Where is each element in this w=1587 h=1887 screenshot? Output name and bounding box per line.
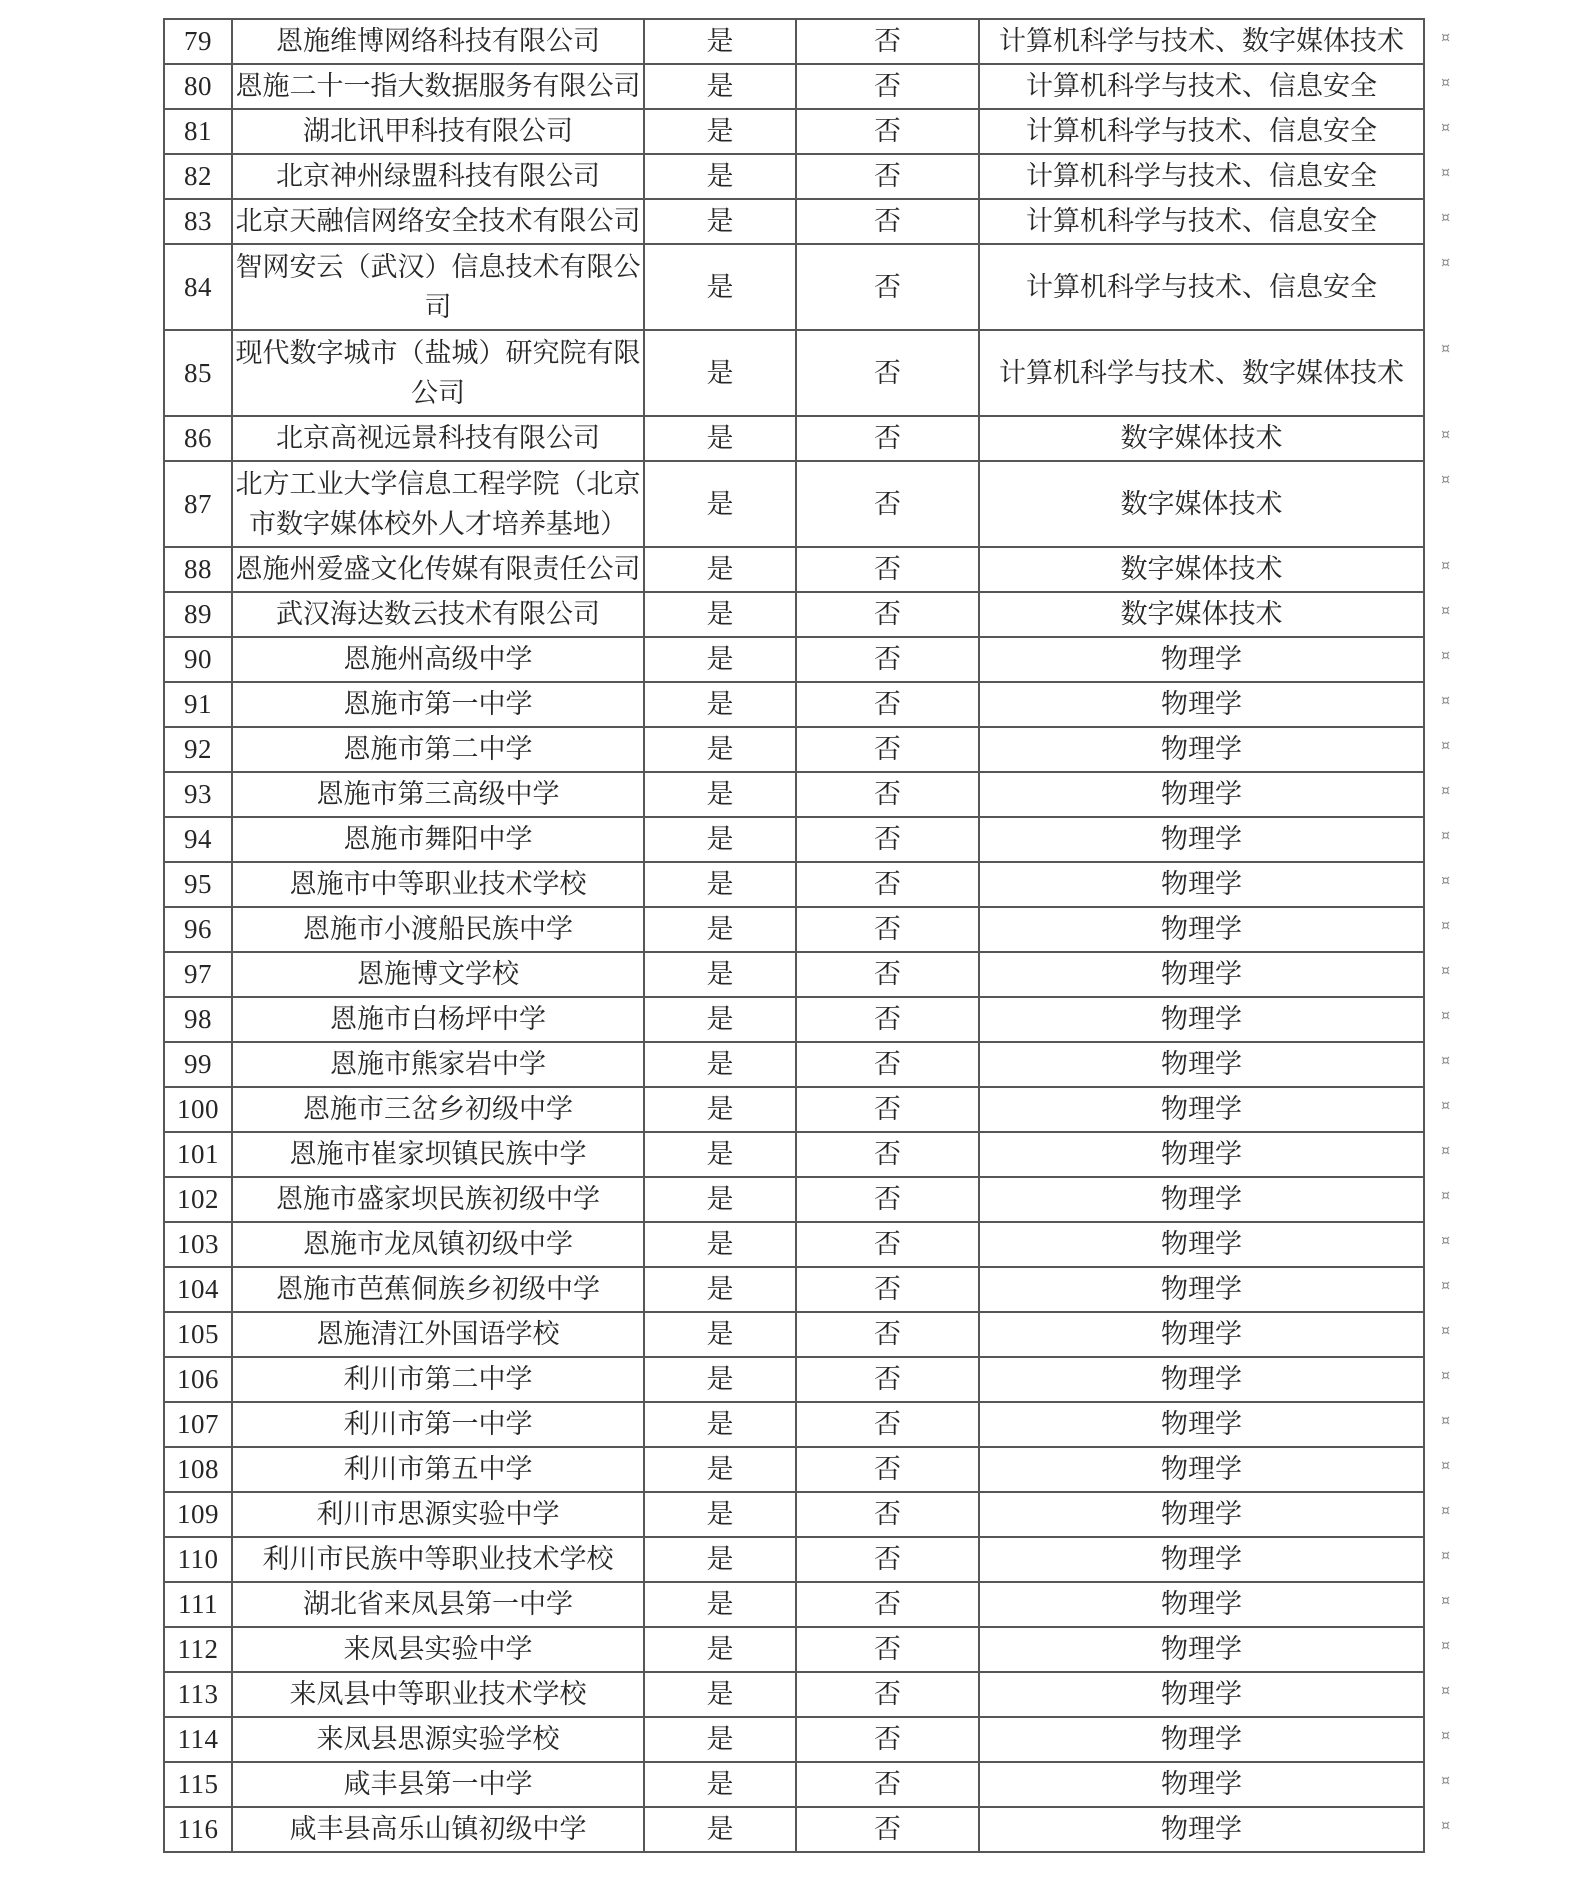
end-of-row-mark-icon: ¤ [1441, 1548, 1450, 1564]
majors-cell: 计算机科学与技术、数字媒体技术 ¤ [979, 19, 1424, 64]
row-number-cell: 85 [164, 330, 232, 416]
row-number-cell: 106 [164, 1357, 232, 1402]
no-cell: 否 [796, 1312, 979, 1357]
org-name-cell: 恩施二十一指大数据服务有限公司 [232, 64, 644, 109]
majors-cell: 物理学 ¤ [979, 682, 1424, 727]
org-name-cell: 咸丰县高乐山镇初级中学 [232, 1807, 644, 1852]
no-cell: 否 [796, 416, 979, 461]
end-of-row-mark-icon: ¤ [1441, 1773, 1450, 1789]
org-name-cell: 咸丰县第一中学 [232, 1762, 644, 1807]
end-of-row-mark-icon: ¤ [1441, 255, 1450, 271]
no-cell: 否 [796, 1042, 979, 1087]
end-of-row-mark-icon: ¤ [1441, 75, 1450, 91]
org-name-cell: 恩施州高级中学 [232, 637, 644, 682]
no-cell: 否 [796, 1177, 979, 1222]
end-of-row-mark-icon: ¤ [1441, 1233, 1450, 1249]
table-row [164, 952, 1424, 997]
no-cell: 否 [796, 199, 979, 244]
row-number-cell: 97 [164, 952, 232, 997]
yes-cell: 是 [644, 1537, 796, 1582]
yes-cell: 是 [644, 416, 796, 461]
table-row [164, 1222, 1424, 1267]
end-of-row-mark-icon: ¤ [1441, 873, 1450, 889]
yes-cell: 是 [644, 1312, 796, 1357]
majors-cell: 物理学 ¤ [979, 1672, 1424, 1717]
end-of-row-mark-icon: ¤ [1441, 210, 1450, 226]
yes-cell: 是 [644, 19, 796, 64]
org-name-cell: 来凤县中等职业技术学校 [232, 1672, 644, 1717]
end-of-row-mark-icon: ¤ [1441, 558, 1450, 574]
no-cell: 否 [796, 592, 979, 637]
yes-cell: 是 [644, 1087, 796, 1132]
org-name-cell: 武汉海达数云技术有限公司 [232, 592, 644, 637]
no-cell: 否 [796, 997, 979, 1042]
row-number-cell: 99 [164, 1042, 232, 1087]
no-cell: 否 [796, 1222, 979, 1267]
row-number-cell: 109 [164, 1492, 232, 1537]
row-number-cell: 102 [164, 1177, 232, 1222]
end-of-row-mark-icon: ¤ [1441, 1143, 1450, 1159]
majors-cell: 物理学 ¤ [979, 1762, 1424, 1807]
no-cell: 否 [796, 952, 979, 997]
table-row [164, 772, 1424, 817]
majors-cell: 物理学 ¤ [979, 862, 1424, 907]
yes-cell: 是 [644, 1672, 796, 1717]
majors-cell: 物理学 ¤ [979, 1717, 1424, 1762]
yes-cell: 是 [644, 682, 796, 727]
yes-cell: 是 [644, 1402, 796, 1447]
table-row [164, 592, 1424, 637]
row-number-cell: 114 [164, 1717, 232, 1762]
yes-cell: 是 [644, 1222, 796, 1267]
row-number-cell: 101 [164, 1132, 232, 1177]
no-cell: 否 [796, 682, 979, 727]
table-row [164, 1717, 1424, 1762]
yes-cell: 是 [644, 154, 796, 199]
org-name-cell: 来凤县思源实验学校 [232, 1717, 644, 1762]
table-row [164, 682, 1424, 727]
yes-cell: 是 [644, 1447, 796, 1492]
majors-cell: 计算机科学与技术、信息安全 ¤ [979, 244, 1424, 330]
org-name-cell: 北方工业大学信息工程学院（北京市数字媒体校外人才培养基地） [232, 461, 644, 547]
no-cell: 否 [796, 862, 979, 907]
no-cell: 否 [796, 1087, 979, 1132]
row-number-cell: 93 [164, 772, 232, 817]
majors-cell: 计算机科学与技术、信息安全 ¤ [979, 64, 1424, 109]
yes-cell: 是 [644, 1492, 796, 1537]
org-name-cell: 来凤县实验中学 [232, 1627, 644, 1672]
table-row [164, 907, 1424, 952]
no-cell: 否 [796, 1402, 979, 1447]
end-of-row-mark-icon: ¤ [1441, 1683, 1450, 1699]
yes-cell: 是 [644, 1267, 796, 1312]
yes-cell: 是 [644, 1042, 796, 1087]
no-cell: 否 [796, 1717, 979, 1762]
org-name-cell: 恩施市第三高级中学 [232, 772, 644, 817]
no-cell: 否 [796, 244, 979, 330]
org-name-cell: 恩施市第一中学 [232, 682, 644, 727]
org-name-cell: 恩施市芭蕉侗族乡初级中学 [232, 1267, 644, 1312]
end-of-row-mark-icon: ¤ [1441, 1728, 1450, 1744]
table-row [164, 1042, 1424, 1087]
no-cell: 否 [796, 637, 979, 682]
end-of-row-mark-icon: ¤ [1441, 1818, 1450, 1834]
end-of-row-mark-icon: ¤ [1441, 341, 1450, 357]
end-of-row-mark-icon: ¤ [1441, 1008, 1450, 1024]
table-row [164, 1267, 1424, 1312]
org-name-cell: 北京天融信网络安全技术有限公司 [232, 199, 644, 244]
yes-cell: 是 [644, 952, 796, 997]
org-name-cell: 恩施清江外国语学校 [232, 1312, 644, 1357]
yes-cell: 是 [644, 997, 796, 1042]
yes-cell: 是 [644, 109, 796, 154]
yes-cell: 是 [644, 330, 796, 416]
no-cell: 否 [796, 727, 979, 772]
yes-cell: 是 [644, 244, 796, 330]
majors-cell: 物理学 ¤ [979, 1627, 1424, 1672]
no-cell: 否 [796, 1627, 979, 1672]
no-cell: 否 [796, 1447, 979, 1492]
end-of-row-mark-icon: ¤ [1441, 165, 1450, 181]
row-number-cell: 84 [164, 244, 232, 330]
row-number-cell: 82 [164, 154, 232, 199]
org-name-cell: 湖北省来凤县第一中学 [232, 1582, 644, 1627]
row-number-cell: 81 [164, 109, 232, 154]
no-cell: 否 [796, 547, 979, 592]
org-name-cell: 恩施市龙凤镇初级中学 [232, 1222, 644, 1267]
no-cell: 否 [796, 1537, 979, 1582]
majors-cell: 物理学 ¤ [979, 1132, 1424, 1177]
table-row [164, 109, 1424, 154]
no-cell: 否 [796, 109, 979, 154]
row-number-cell: 86 [164, 416, 232, 461]
end-of-row-mark-icon: ¤ [1441, 120, 1450, 136]
row-number-cell: 110 [164, 1537, 232, 1582]
majors-cell: 物理学 ¤ [979, 727, 1424, 772]
no-cell: 否 [796, 461, 979, 547]
majors-cell: 计算机科学与技术、数字媒体技术 ¤ [979, 330, 1424, 416]
yes-cell: 是 [644, 1762, 796, 1807]
majors-cell: 物理学 ¤ [979, 1447, 1424, 1492]
majors-cell: 数字媒体技术 ¤ [979, 416, 1424, 461]
row-number-cell: 113 [164, 1672, 232, 1717]
majors-cell: 物理学 ¤ [979, 1222, 1424, 1267]
majors-cell: 物理学 ¤ [979, 1807, 1424, 1852]
table-row [164, 547, 1424, 592]
end-of-row-mark-icon: ¤ [1441, 1188, 1450, 1204]
end-of-row-mark-icon: ¤ [1441, 828, 1450, 844]
end-of-row-mark-icon: ¤ [1441, 427, 1450, 443]
yes-cell: 是 [644, 1177, 796, 1222]
no-cell: 否 [796, 1762, 979, 1807]
table-row [164, 862, 1424, 907]
yes-cell: 是 [644, 862, 796, 907]
org-name-cell: 智网安云（武汉）信息技术有限公司 [232, 244, 644, 330]
row-number-cell: 116 [164, 1807, 232, 1852]
row-number-cell: 80 [164, 64, 232, 109]
org-name-cell: 现代数字城市（盐城）研究院有限公司 [232, 330, 644, 416]
org-name-cell: 北京神州绿盟科技有限公司 [232, 154, 644, 199]
majors-cell: 物理学 ¤ [979, 817, 1424, 862]
table-row [164, 1357, 1424, 1402]
majors-cell: 物理学 ¤ [979, 1492, 1424, 1537]
yes-cell: 是 [644, 772, 796, 817]
row-number-cell: 96 [164, 907, 232, 952]
table-row [164, 1672, 1424, 1717]
majors-cell: 物理学 ¤ [979, 1357, 1424, 1402]
majors-cell: 物理学 ¤ [979, 952, 1424, 997]
yes-cell: 是 [644, 64, 796, 109]
end-of-row-mark-icon: ¤ [1441, 1053, 1450, 1069]
org-name-cell: 利川市第一中学 [232, 1402, 644, 1447]
end-of-row-mark-icon: ¤ [1441, 1593, 1450, 1609]
end-of-row-mark-icon: ¤ [1441, 1458, 1450, 1474]
majors-cell: 数字媒体技术 ¤ [979, 547, 1424, 592]
table-row [164, 461, 1424, 547]
majors-cell: 物理学 ¤ [979, 1582, 1424, 1627]
no-cell: 否 [796, 330, 979, 416]
table-row [164, 997, 1424, 1042]
org-name-cell: 利川市民族中等职业技术学校 [232, 1537, 644, 1582]
table-row [164, 1492, 1424, 1537]
majors-cell: 物理学 ¤ [979, 1402, 1424, 1447]
majors-cell: 数字媒体技术 ¤ [979, 592, 1424, 637]
row-number-cell: 108 [164, 1447, 232, 1492]
end-of-row-mark-icon: ¤ [1441, 918, 1450, 934]
table-row [164, 817, 1424, 862]
yes-cell: 是 [644, 592, 796, 637]
end-of-row-mark-icon: ¤ [1441, 472, 1450, 488]
end-of-row-mark-icon: ¤ [1441, 1278, 1450, 1294]
end-of-row-mark-icon: ¤ [1441, 738, 1450, 754]
majors-cell: 物理学 ¤ [979, 1087, 1424, 1132]
row-number-cell: 100 [164, 1087, 232, 1132]
end-of-row-mark-icon: ¤ [1441, 1413, 1450, 1429]
yes-cell: 是 [644, 461, 796, 547]
majors-cell: 计算机科学与技术、信息安全 ¤ [979, 154, 1424, 199]
end-of-row-mark-icon: ¤ [1441, 1638, 1450, 1654]
org-name-cell: 恩施市中等职业技术学校 [232, 862, 644, 907]
org-name-cell: 恩施市小渡船民族中学 [232, 907, 644, 952]
yes-cell: 是 [644, 1582, 796, 1627]
yes-cell: 是 [644, 817, 796, 862]
end-of-row-mark-icon: ¤ [1441, 648, 1450, 664]
table-row [164, 1807, 1424, 1852]
table-row [164, 1447, 1424, 1492]
yes-cell: 是 [644, 637, 796, 682]
org-name-cell: 恩施州爱盛文化传媒有限责任公司 [232, 547, 644, 592]
table-row [164, 244, 1424, 330]
end-of-row-mark-icon: ¤ [1441, 603, 1450, 619]
table-row [164, 1582, 1424, 1627]
org-name-cell: 恩施博文学校 [232, 952, 644, 997]
no-cell: 否 [796, 1582, 979, 1627]
approval-table-body [164, 19, 1450, 1852]
yes-cell: 是 [644, 1357, 796, 1402]
majors-cell: 计算机科学与技术、信息安全 ¤ [979, 199, 1424, 244]
org-name-cell: 恩施维博网络科技有限公司 [232, 19, 644, 64]
no-cell: 否 [796, 1672, 979, 1717]
end-of-row-mark-icon: ¤ [1441, 693, 1450, 709]
org-name-cell: 恩施市舞阳中学 [232, 817, 644, 862]
row-number-cell: 92 [164, 727, 232, 772]
end-of-row-mark-icon: ¤ [1441, 783, 1450, 799]
row-number-cell: 95 [164, 862, 232, 907]
no-cell: 否 [796, 1132, 979, 1177]
table-row [164, 1312, 1424, 1357]
end-of-row-mark-icon: ¤ [1441, 1323, 1450, 1339]
no-cell: 否 [796, 1492, 979, 1537]
end-of-row-mark-icon: ¤ [1441, 1098, 1450, 1114]
majors-cell: 物理学 ¤ [979, 1042, 1424, 1087]
no-cell: 否 [796, 907, 979, 952]
yes-cell: 是 [644, 1627, 796, 1672]
table-row [164, 154, 1424, 199]
row-number-cell: 94 [164, 817, 232, 862]
table-row [164, 1537, 1424, 1582]
end-of-row-mark-icon: ¤ [1441, 30, 1450, 46]
yes-cell: 是 [644, 547, 796, 592]
yes-cell: 是 [644, 727, 796, 772]
end-of-row-mark-icon: ¤ [1441, 1503, 1450, 1519]
no-cell: 否 [796, 19, 979, 64]
no-cell: 否 [796, 1267, 979, 1312]
row-number-cell: 103 [164, 1222, 232, 1267]
end-of-row-mark-icon: ¤ [1441, 963, 1450, 979]
row-number-cell: 83 [164, 199, 232, 244]
table-row [164, 19, 1424, 64]
no-cell: 否 [796, 1357, 979, 1402]
majors-cell: 物理学 ¤ [979, 997, 1424, 1042]
yes-cell: 是 [644, 907, 796, 952]
row-number-cell: 112 [164, 1627, 232, 1672]
row-number-cell: 107 [164, 1402, 232, 1447]
org-name-cell: 恩施市盛家坝民族初级中学 [232, 1177, 644, 1222]
no-cell: 否 [796, 817, 979, 862]
table-row [164, 637, 1424, 682]
majors-cell: 物理学 ¤ [979, 1537, 1424, 1582]
majors-cell: 物理学 ¤ [979, 907, 1424, 952]
yes-cell: 是 [644, 199, 796, 244]
no-cell: 否 [796, 772, 979, 817]
yes-cell: 是 [644, 1717, 796, 1762]
table-row [164, 199, 1424, 244]
no-cell: 否 [796, 1807, 979, 1852]
row-number-cell: 91 [164, 682, 232, 727]
org-name-cell: 恩施市白杨坪中学 [232, 997, 644, 1042]
row-number-cell: 90 [164, 637, 232, 682]
majors-cell: 计算机科学与技术、信息安全 ¤ [979, 109, 1424, 154]
row-number-cell: 87 [164, 461, 232, 547]
yes-cell: 是 [644, 1132, 796, 1177]
table-row [164, 416, 1424, 461]
org-name-cell: 利川市思源实验中学 [232, 1492, 644, 1537]
org-name-cell: 湖北讯甲科技有限公司 [232, 109, 644, 154]
org-name-cell: 利川市第五中学 [232, 1447, 644, 1492]
org-name-cell: 恩施市第二中学 [232, 727, 644, 772]
no-cell: 否 [796, 154, 979, 199]
table-row [164, 1087, 1424, 1132]
end-of-row-mark-icon: ¤ [1441, 1368, 1450, 1384]
row-number-cell: 104 [164, 1267, 232, 1312]
table-row [164, 1762, 1424, 1807]
row-number-cell: 105 [164, 1312, 232, 1357]
majors-cell: 物理学 ¤ [979, 637, 1424, 682]
approval-list-table [163, 18, 1450, 1853]
table-row [164, 330, 1424, 416]
row-number-cell: 115 [164, 1762, 232, 1807]
table-row [164, 64, 1424, 109]
yes-cell: 是 [644, 1807, 796, 1852]
table-row [164, 727, 1424, 772]
org-name-cell: 恩施市三岔乡初级中学 [232, 1087, 644, 1132]
table-row [164, 1177, 1424, 1222]
majors-cell: 物理学 ¤ [979, 1312, 1424, 1357]
row-number-cell: 88 [164, 547, 232, 592]
table-row [164, 1402, 1424, 1447]
row-number-cell: 111 [164, 1582, 232, 1627]
majors-cell: 物理学 ¤ [979, 1177, 1424, 1222]
no-cell: 否 [796, 64, 979, 109]
row-number-cell: 89 [164, 592, 232, 637]
org-name-cell: 恩施市崔家坝镇民族中学 [232, 1132, 644, 1177]
table-row [164, 1627, 1424, 1672]
row-number-cell: 79 [164, 19, 232, 64]
majors-cell: 物理学 ¤ [979, 772, 1424, 817]
table-row [164, 1132, 1424, 1177]
majors-cell: 物理学 ¤ [979, 1267, 1424, 1312]
org-name-cell: 北京高视远景科技有限公司 [232, 416, 644, 461]
org-name-cell: 恩施市熊家岩中学 [232, 1042, 644, 1087]
majors-cell: 数字媒体技术 ¤ [979, 461, 1424, 547]
org-name-cell: 利川市第二中学 [232, 1357, 644, 1402]
row-number-cell: 98 [164, 997, 232, 1042]
